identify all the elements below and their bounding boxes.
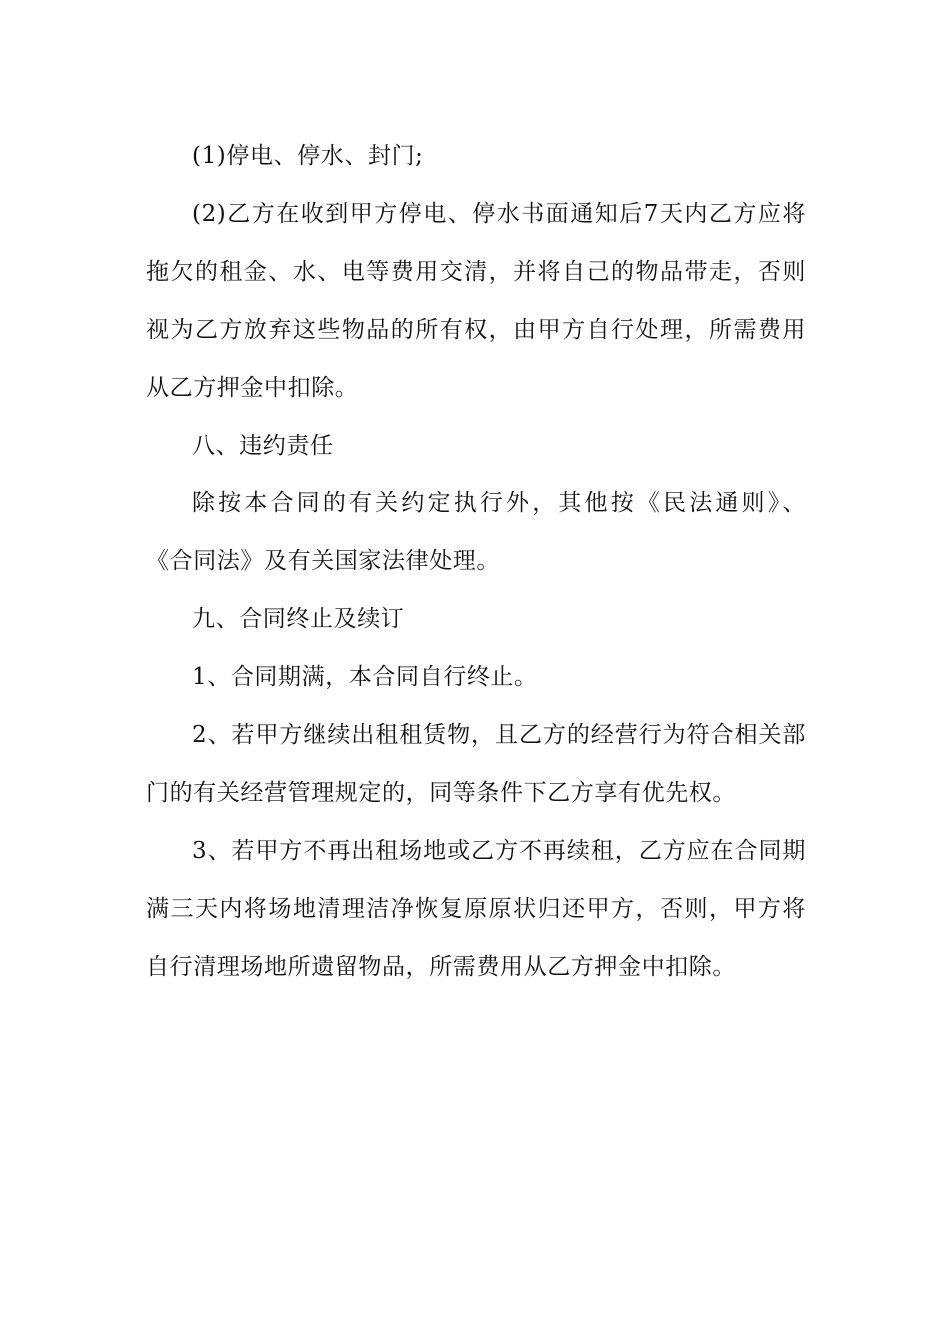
document-body: [146, 128, 806, 997]
text-line: 《合同法》及有关国家法律处理。: [146, 548, 500, 575]
text-line: 拖欠的租金、水、电等费用交清，并将自己的物品带走，否则: [146, 258, 806, 285]
text-line: 3、若甲方不再出租场地或乙方不再续租，乙方应在合同期: [192, 837, 806, 864]
text-line: 自行清理场地所遗留物品，所需费用从乙方押金中扣除。: [146, 953, 736, 980]
text-line: 八、违约责任: [192, 432, 334, 459]
text-line: 门的有关经营管理规定的，同等条件下乙方享有优先权。: [146, 779, 736, 806]
text-line: 1、合同期满，本合同自行终止。: [192, 664, 538, 691]
clause-3: [146, 823, 806, 997]
text-line: 2、若甲方继续出租租赁物，且乙方的经营行为符合相关部: [192, 722, 806, 749]
section-heading-8: [146, 418, 806, 476]
paragraph-item-1: [146, 128, 806, 186]
text-line: 视为乙方放弃这些物品的所有权，由甲方自行处理，所需费用: [146, 316, 806, 343]
text-line: (2)乙方在收到甲方停电、停水书面通知后7天内乙方应将: [192, 200, 806, 227]
section-heading-9: [146, 591, 806, 649]
text-line: 满三天内将场地清理洁净恢复原原状归还甲方，否则，甲方将: [146, 895, 806, 922]
text-line: 除按本合同的有关约定执行外，其他按《民法通则》、: [192, 490, 806, 517]
clause-2: [146, 707, 806, 823]
paragraph-item-2: [146, 186, 806, 418]
text-line: 九、合同终止及续订: [192, 606, 405, 633]
paragraph-breach: [146, 475, 806, 591]
clause-1: [146, 649, 806, 707]
text-line: 从乙方押金中扣除。: [146, 374, 359, 401]
text-line: (1)停电、停水、封门;: [192, 143, 424, 169]
